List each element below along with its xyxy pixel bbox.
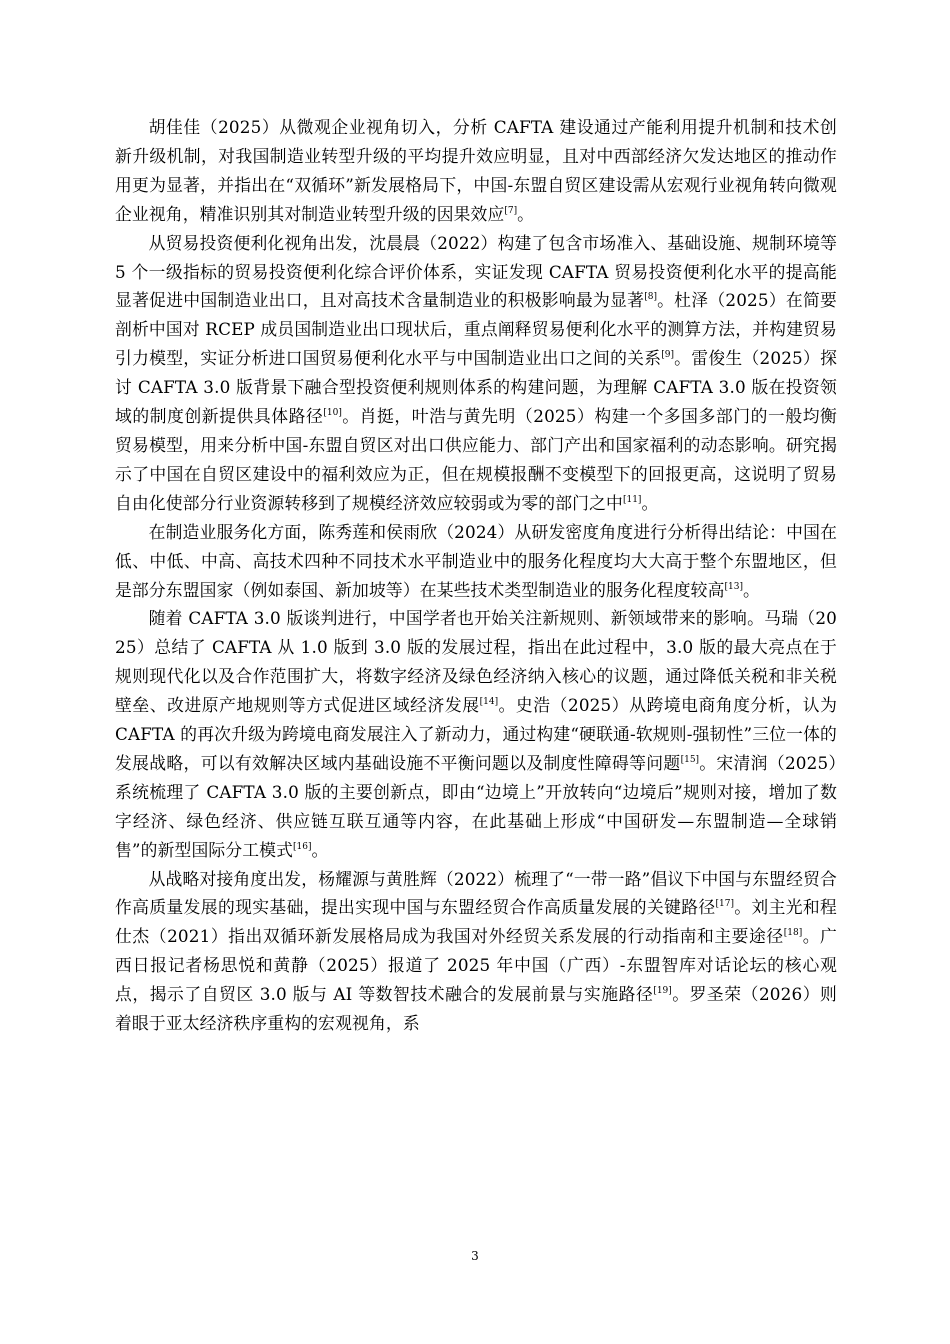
- paragraph-3: [115, 518, 837, 605]
- paragraph-text: 。: [641, 492, 659, 513]
- citation-ref: [16]: [293, 841, 312, 852]
- paragraph-text: 。: [743, 579, 760, 600]
- page-number: 3: [471, 1249, 479, 1263]
- citation-ref: [8]: [644, 292, 657, 303]
- paragraph-text: 。雷俊生（2025）探讨 CAFTA 3.0 版背景下融合型投资便利规则体系的构建问题，为理解 CAFTA 3.0 版在投资领域的制度创新提供具体路径: [115, 348, 837, 427]
- paragraph-text: 。: [517, 203, 535, 224]
- citation-ref: [19]: [653, 986, 672, 996]
- paragraph-2: [115, 229, 837, 518]
- paragraph-text: 随着 CAFTA 3.0 版谈判进行，中国学者也开始关注新规则、新领域带来的影响。马瑞（2025）总结了 CAFTA 从 1.0 版到 3.0 版的发展过程，指出在此过程中，3.0 版的最大亮点在于规则现代化以及合作范围扩大，将数字经济及绿色经济纳入核心的议题，通过降低关税和非关税壁垒、改进原产地规则等方式促进区域经济发展: [115, 608, 837, 716]
- citation-ref: [9]: [661, 350, 675, 361]
- paragraph-text: 胡佳佳（2025）从微观企业视角切入，分析 CAFTA 建设通过产能利用提升机制和技术创新升级机制，对我国制造业转型升级的平均提升效应明显，且对中西部经济欠发达地区的推动作用更为显著，并指出在“双循环”新发展格局下，中国-东盟自贸区建设需从宏观行业视角转向微观企业视角，精准识别其对制造业转型升级的因果效应: [115, 117, 837, 224]
- paragraph-text: 从战略对接角度出发，杨耀源与黄胜辉（2022）梳理了“一带一路”倡议下中国与东盟经贸合作高质量发展的现实基础，提出实现中国与东盟经贸合作高质量发展的关键路径: [115, 868, 837, 918]
- paragraph-4: [115, 604, 837, 864]
- paragraph-text: 。刘主光和程仕杰（2021）指出双循环新发展格局成为我国对外经贸关系发展的行动指南和主要途径: [115, 897, 837, 947]
- paragraph-text: 。罗圣荣（2026）则着眼于亚太经济秩序重构的宏观视角，系: [115, 984, 837, 1034]
- paragraph-text: 。广西日报记者杨思悦和黄静（2025）报道了 2025 年中国（广西）-东盟智库对话论坛的核心观点，揭示了自贸区 3.0 版与 AI 等数智技术融合的发展前景与实施路径: [115, 926, 837, 1005]
- paragraph-text: 。杜泽（2025）在简要剖析中国对 RCEP 成员国制造业出口现状后，重点阐释贸易便利化水平的测算方法，并构建贸易引力模型，实证分析进口国贸易便利化水平与中国制造业出口之间的关系: [115, 290, 837, 369]
- paragraph-text: 。肖挺，叶浩与黄先明（2025）构建一个多国多部门的一般均衡贸易模型，用来分析中国-东盟自贸区对出口供应能力、部门产出和国家福利的动态影响。研究揭示了中国在自贸区建设中的福利效应为正，但在规模报酬不变模型下的回报更高，这说明了贸易自由化使部分行业资源转移到了规模经济效应较弱或为零的部门之中: [115, 406, 837, 513]
- paragraph-5: [115, 865, 837, 1038]
- citation-ref: [15]: [680, 754, 700, 765]
- citation-ref: [17]: [715, 899, 735, 910]
- citation-ref: [13]: [724, 581, 744, 592]
- body-text: [115, 113, 837, 1038]
- citation-ref: [11]: [622, 494, 642, 505]
- paragraph-text: 。: [311, 839, 329, 860]
- citation-ref: [7]: [504, 205, 518, 216]
- citation-ref: [10]: [323, 407, 342, 418]
- paragraph-text: 。宋清润（2025）系统梳理了 CAFTA 3.0 版的主要创新点，即由“边境上”开放转向“边境后”规则对接，增加了数字经济、绿色经济、供应链互联互通等内容，在此基础上形成“中国研发—东盟制造—全球销售”的新型国际分工模式: [115, 752, 838, 860]
- paragraph-text: 从贸易投资便利化视角出发，沈晨晨（2022）构建了包含市场准入、基础设施、规制环境等 5 个一级指标的贸易投资便利化综合评价体系，实证发现 CAFTA 贸易投资便利化水平的提高能显著促进中国制造业出口，且对高技术含量制造业的积极影响最为显著: [115, 232, 837, 311]
- citation-ref: [18]: [783, 928, 803, 939]
- paragraph-1: [115, 113, 837, 229]
- paragraph-text: 在制造业服务化方面，陈秀莲和侯雨欣（2024）从研发密度角度进行分析得出结论：中国在低、中低、中高、高技术四种不同技术水平制造业中的服务化程度均大大高于整个东盟地区，但是部分东盟国家（例如泰国、新加坡等）在某些技术类型制造业的服务化程度较高: [115, 521, 837, 600]
- citation-ref: [14]: [479, 696, 499, 707]
- paragraph-text: 。史浩（2025）从跨境电商角度分析，认为 CAFTA 的再次升级为跨境电商发展注入了新动力，通过构建“硬联通-软规则-强韧性”三位一体的发展战略，可以有效解决区域内基础设施不平衡问题以及制度性障碍等问题: [115, 695, 838, 773]
